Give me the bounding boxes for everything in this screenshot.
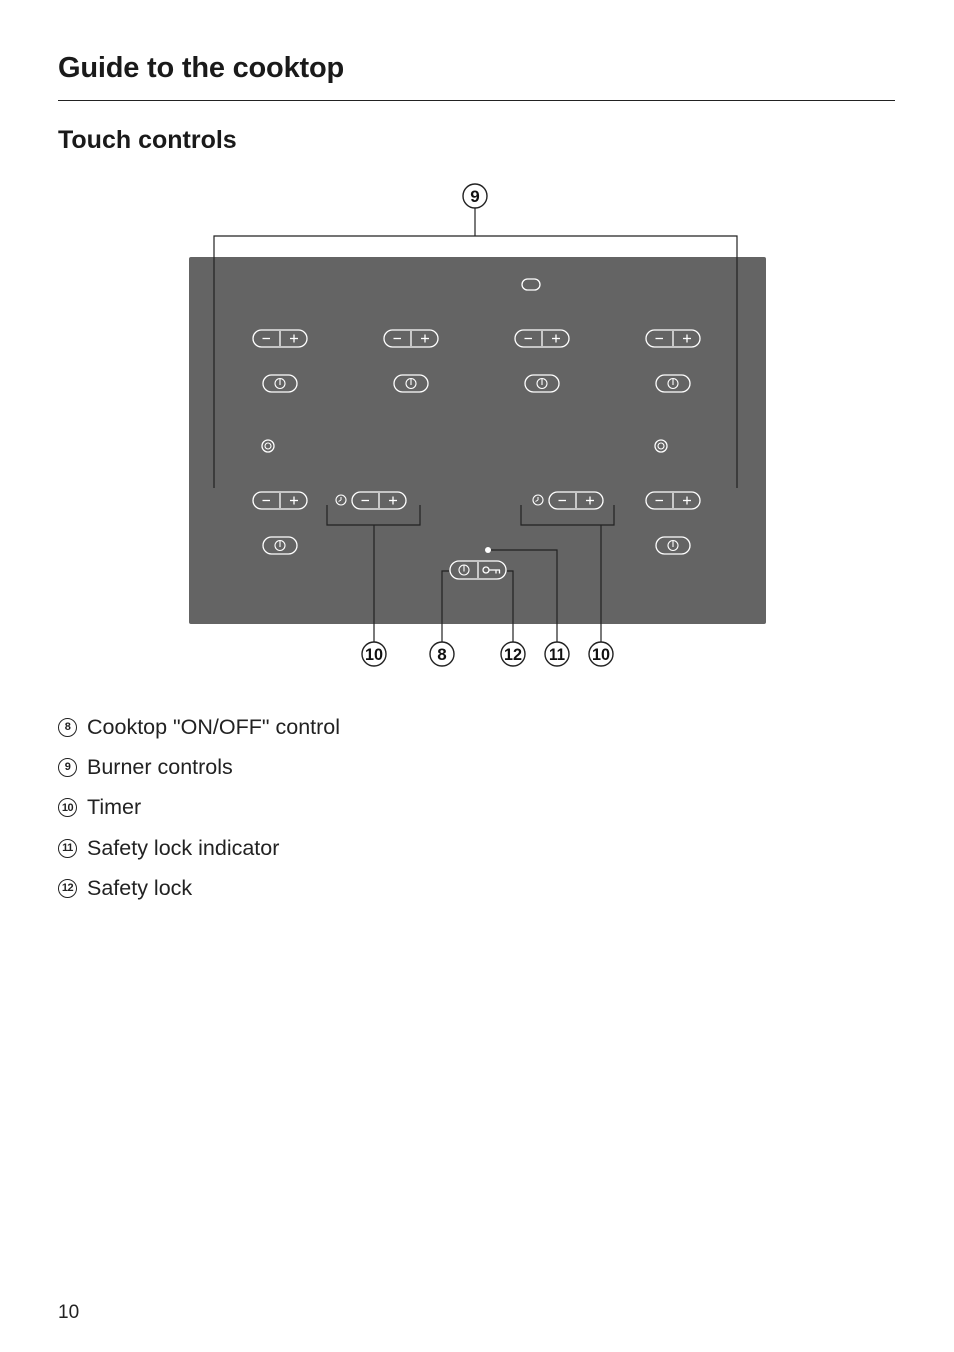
legend-number: 12 [58,879,77,898]
callout-10-left [362,642,386,666]
callout-11-label: 11 [549,645,565,664]
safety-lock-indicator-icon [485,547,491,553]
legend-label: Safety lock indicator [87,835,280,860]
callout-10-right [589,642,613,666]
page-title: Guide to the cooktop [58,52,344,84]
legend-list [58,707,340,908]
legend-label: Burner controls [87,754,233,779]
callout-12-label: 12 [504,645,522,664]
legend-label: Timer [87,795,142,820]
callout-12 [501,642,525,666]
legend-label: Safety lock [87,875,193,900]
legend-label: Cooktop "ON/OFF" control [87,714,341,739]
legend-item [58,868,340,908]
legend-number: 10 [58,798,77,817]
legend-number: 8 [58,718,77,737]
legend-item [58,747,340,787]
section-title: Touch controls [58,126,237,154]
legend-item [58,788,340,828]
callout-11 [545,642,569,666]
callout-8 [430,642,454,666]
legend-number: 9 [58,758,77,777]
callout-9-label: 9 [470,187,480,206]
legend-item [58,828,340,868]
callout-10-right-label: 10 [592,645,610,664]
callout-8-label: 8 [437,645,447,664]
legend-item [58,707,340,747]
callout-9 [463,184,487,208]
legend-number: 11 [58,839,77,858]
callout-10-left-label: 10 [365,645,383,664]
page-number: 10 [58,1302,80,1323]
